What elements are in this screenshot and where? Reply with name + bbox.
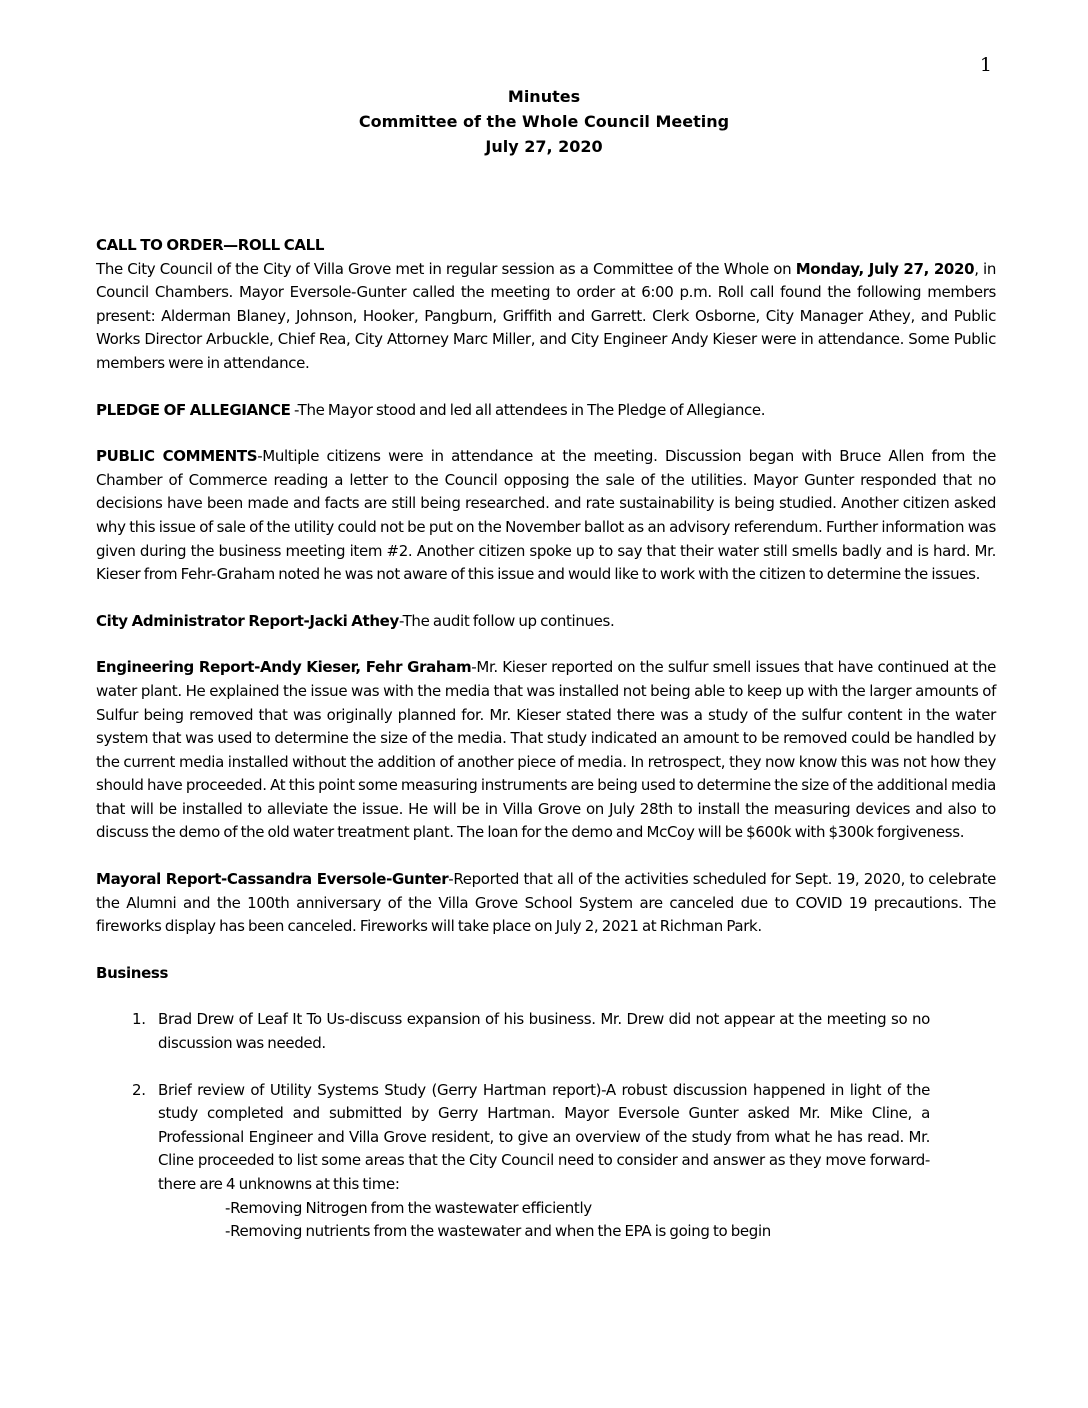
public-comments-text: -Multiple citizens were in attendance at the meeting. Discussion began with Bruce Allen from the Chamber of Commerce reading a letter to the Council opposing the sale of the utilities. Mayor Gunter responded that no decisions have been made and facts are still being researched. and rate sustainability is being studied. Another citizen asked why this issue of sale of the utility could not be put on the November ballot as an advisory referendum. Further information was given during the business meeting item #2. Another citizen spoke up to say that their water still smells badly and is hard. Mr. Kieser from Fehr-Graham noted he was not aware of this issue and would like to work with the citizen to determine the issues. <box>96 447 996 584</box>
pledge-text: -The Mayor stood and led all attendees in The Pledge of Allegiance. <box>290 400 766 419</box>
business-item-number: 1. <box>132 1010 146 1029</box>
business-item <box>96 1008 996 1055</box>
unknowns-list <box>158 1197 930 1244</box>
city-admin-paragraph <box>96 610 996 634</box>
mayoral-paragraph <box>96 868 996 939</box>
engineering-text: -Mr. Kieser reported on the sulfur smell issues that have continued at the water plant. He explained the issue was with the media that was installed not being able to keep up with the larger amounts of Sulfur being removed that was originally planned for. Mr. Kieser stated there was a study of the sulfur content in the water system that was used to determine the size of the media. That study indicated an amount to be removed could be handled by the current media installed without the addition of another piece of media. In retrospect, they now know this was not how they should have proceeded. At this point some measuring instruments are being used to determine the size of the additional media that will be installed to alleviate the issue. He will be in Villa Grove on July 28th to install the measuring devices and also to discuss the demo of the old water treatment plant. The loan for the demo and McCoy will be $600k with $300k forgiveness. <box>96 658 996 842</box>
pledge-paragraph <box>96 399 996 423</box>
mayoral-lead: Mayoral Report-Cassandra Eversole-Gunter <box>96 870 449 889</box>
header-subtitle: Committee of the Whole Council Meeting <box>358 112 730 131</box>
header-date: July 27, 2020 <box>485 137 603 156</box>
business-item-text: Brief review of Utility Systems Study (Gerry Hartman report)-A robust discussion happened in light of the study completed and submitted by Gerry Hartman. Mayor Eversole Gunter asked Mr. Mike Cline, a Professional Engineer and Villa Grove resident, to give an overview of the study from what he has read. Mr. Cline proceeded to list some areas that the City Council need to consider and answer as they move forward-there are 4 unknowns at this time: <box>158 1080 930 1193</box>
business-item-text: Brad Drew of Leaf It To Us-discuss expansion of his business. Mr. Drew did not appear at the meeting so no discussion was needed. <box>158 1010 930 1053</box>
engineering-paragraph <box>96 656 996 845</box>
call-to-order-heading: CALL TO ORDER—ROLL CALL <box>96 236 325 254</box>
business-list <box>96 1008 996 1243</box>
city-admin-text: -The audit follow up continues. <box>398 611 615 630</box>
mayoral-text: -Reported that all of the activities scheduled for Sept. 19, 2020, to celebrate the Alumni and the 100th anniversary of the Villa Grove School System are canceled due to COVID 19 precautions. The fireworks display has been canceled. Fireworks will take place on July 2, 2021 at Richman Park. <box>96 870 996 936</box>
call-to-order-section <box>96 234 996 376</box>
pledge-lead: PLEDGE OF ALLEGIANCE <box>96 400 291 419</box>
document-header <box>0 84 1088 159</box>
call-to-order-paragraph <box>96 258 996 376</box>
public-comments-lead: PUBLIC COMMENTS <box>96 447 258 466</box>
meeting-date-bold: Monday, July 27, 2020 <box>795 259 975 278</box>
unknown-item: -Removing Nitrogen from the wastewater efficiently <box>225 1198 592 1217</box>
unknown-item: -Removing nutrients from the wastewater and when the EPA is going to begin <box>225 1222 771 1241</box>
city-admin-lead: City Administrator Report-Jacki Athey <box>96 611 399 630</box>
business-item <box>96 1079 996 1244</box>
minutes-body <box>96 234 996 1267</box>
call-to-order-text-2: , in Council Chambers. Mayor Eversole-Gunter called the meeting to order at 6:00 p.m. Roll call found the following members present: Alderman Blaney, Johnson, Hooker, Pangburn, Griffith and Garrett. Clerk Osborne, City Manager Athey, and Public Works Director Arbuckle, Chief Rea, City Attorney Marc Miller, and City Engineer Andy Kieser were in attendance. Some Public members were in attendance. <box>96 259 997 372</box>
call-to-order-text-1: The City Council of the City of Villa Grove met in regular session as a Committee of the Whole on <box>96 259 796 278</box>
header-title: Minutes <box>507 87 581 106</box>
business-heading: Business <box>96 963 169 982</box>
public-comments-paragraph <box>96 445 996 587</box>
business-item-number: 2. <box>132 1080 146 1099</box>
engineering-lead: Engineering Report-Andy Kieser, Fehr Graham <box>96 658 472 677</box>
page-number: 1 <box>979 54 992 76</box>
